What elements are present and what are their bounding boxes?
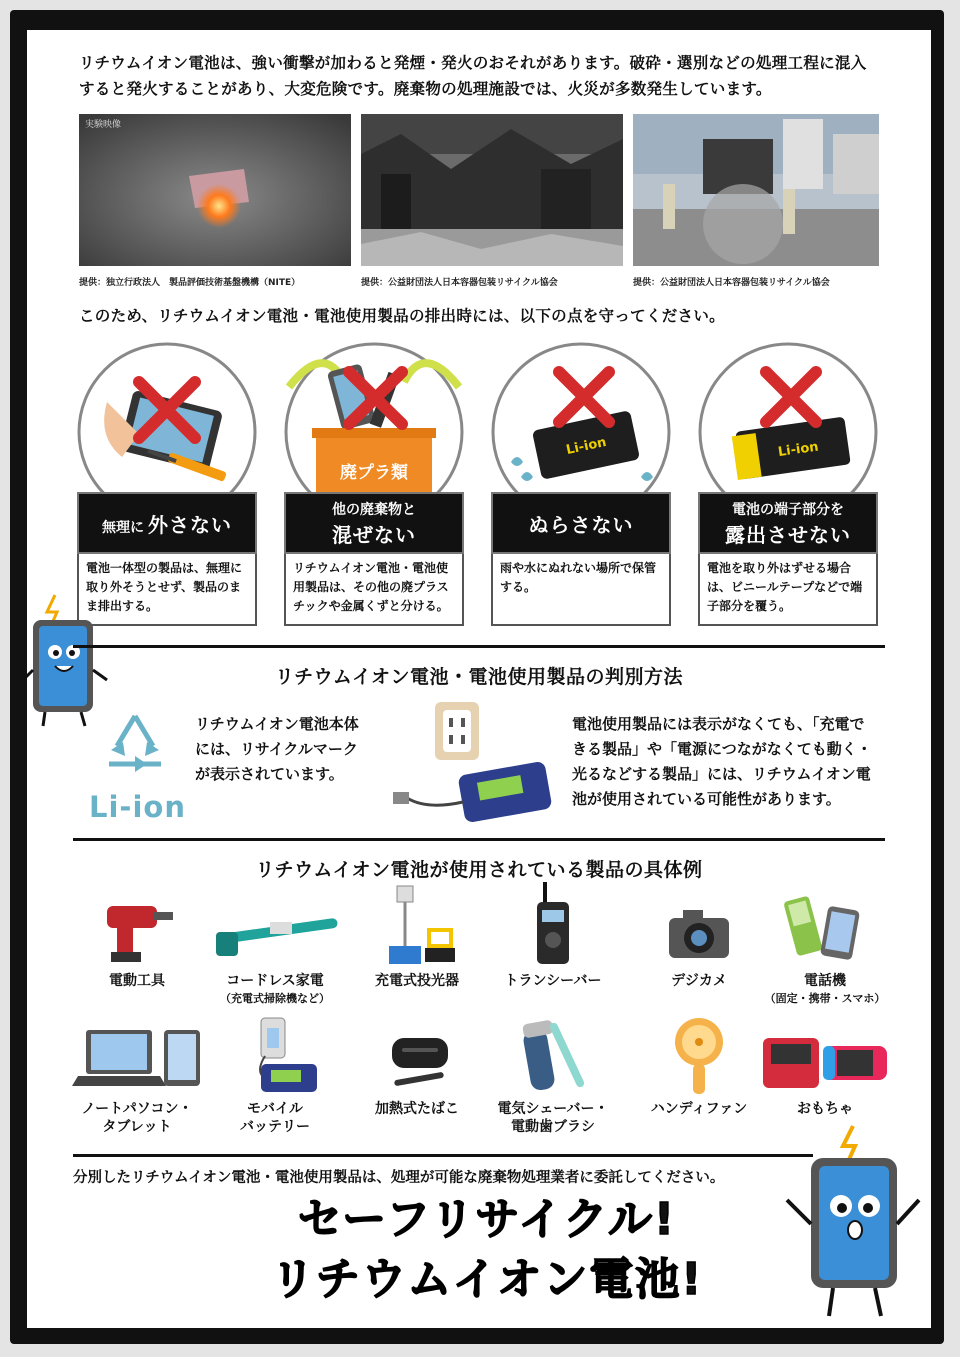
example-cordless-appliance: コードレス家電 （充電式掃除機など）: [205, 896, 345, 1006]
photo-caption: 提供：公益財団法人日本容器包装リサイクル協会: [361, 278, 558, 288]
photo-watermark: 実験映像: [85, 120, 122, 130]
photo-caption: 提供：独立行政法人 製品評価技術基盤機構（NITE）: [79, 278, 301, 288]
rule-title: 電池の端子部分を 露出させない: [698, 492, 878, 554]
rule-description: 電池一体型の製品は、無理に取り外そうとせず、製品のまま排出する。: [77, 554, 257, 626]
divider: [73, 645, 885, 648]
recycle-mark-icon: [95, 706, 175, 786]
rule-description: 電池を取り外はずせる場合は、ビニールテープなどで端子部分を覆う。: [698, 554, 878, 626]
divider: [73, 838, 885, 841]
example-digital-camera: デジカメ: [629, 896, 769, 990]
photo-facility-fire-damage: [361, 114, 623, 266]
rule-title: 他の廃棄物と 混ぜない: [284, 492, 464, 554]
fan-icon: [659, 1016, 739, 1096]
svg-text:Li-ion: Li-ion: [777, 439, 820, 461]
example-toy: おもちゃ: [755, 1024, 895, 1118]
flyer-page: [27, 30, 931, 1328]
heated-tobacco-icon: [372, 1024, 462, 1096]
example-floodlight: 充電式投光器: [347, 880, 487, 990]
photo-firefighting: [633, 114, 879, 266]
divider: [73, 1154, 813, 1157]
toy-icon: [755, 1024, 895, 1096]
instruction-note: このため、リチウムイオン電池・電池使用製品の排出時には、以下の点を守ってください。: [79, 307, 725, 325]
rule-description: 雨や水にぬれない場所で保管する。: [491, 554, 671, 626]
battery-mascot-icon: [777, 1124, 927, 1322]
example-handy-fan: ハンディファン: [629, 1016, 769, 1118]
rule-description: リチウムイオン電池・電池使用製品は、その他の廃プラスチックや金属くずと分ける。: [284, 554, 464, 626]
rule-title: ぬらさない: [491, 492, 671, 554]
example-shaver-toothbrush: 電気シェーバー・ 電動歯ブラシ: [483, 1016, 623, 1136]
slogan-line-2: リチウムイオン電池!: [270, 1254, 704, 1305]
drill-icon: [97, 896, 177, 968]
laptop-icon: [72, 1024, 202, 1096]
example-laptop-tablet: ノートパソコン・ タブレット: [67, 1024, 207, 1136]
svg-text:廃プラ類: 廃プラ類: [340, 463, 408, 483]
vacuum-icon: [210, 896, 340, 968]
svg-text:Li-ion: Li-ion: [564, 434, 608, 459]
product-explanation: 電池使用製品には表示がなくても、「充電で きる製品」や「電源につながなくても動く・ 光るなどする製品」には、リチウムイオン電 池が使用されている可能性があります。: [572, 715, 872, 808]
example-transceiver: トランシーバー: [483, 880, 623, 990]
outlet-and-power-bank-icon: [387, 698, 557, 828]
floodlight-icon: [367, 880, 467, 968]
section-title-examples: リチウムイオン電池が使用されている製品の具体例: [255, 859, 703, 881]
disposal-note: 分別したリチウムイオン電池・電池使用製品は、処理が可能な廃棄物処理業者に委託してください。: [73, 1170, 725, 1186]
phone-icon: [780, 882, 870, 968]
mark-explanation: リチウムイオン電池本体 には、リサイクルマーク が表示されています。: [195, 715, 359, 783]
intro-text: リチウムイオン電池は、強い衝撃が加わると発煙・発火のおそれがあります。破砕・選別などの処理工程に混入 すると発火することがあり、大変危険です。廃棄物の処理施設では、火災が多数発生しています。: [79, 54, 867, 98]
mobile-battery-icon: [225, 1016, 325, 1096]
example-power-tool: 電動工具: [67, 896, 207, 990]
photo-caption: 提供：公益財団法人日本容器包装リサイクル協会: [633, 278, 830, 288]
transceiver-icon: [523, 880, 583, 968]
section-title-identification: リチウムイオン電池・電池使用製品の判別方法: [275, 666, 683, 688]
example-heated-tobacco: 加熱式たばこ: [347, 1024, 487, 1118]
example-mobile-battery: モバイル バッテリー: [205, 1016, 345, 1136]
slogan-line-1: セーフリサイクル!: [297, 1194, 677, 1245]
shaver-icon: [503, 1016, 603, 1096]
rule-title: 無理に 外さない: [77, 492, 257, 554]
li-ion-mark-label: Li-ion: [89, 790, 186, 824]
camera-icon: [659, 896, 739, 968]
photo-experiment-fire: [79, 114, 351, 266]
example-phone: 電話機 （固定・携帯・スマホ）: [755, 882, 895, 1006]
